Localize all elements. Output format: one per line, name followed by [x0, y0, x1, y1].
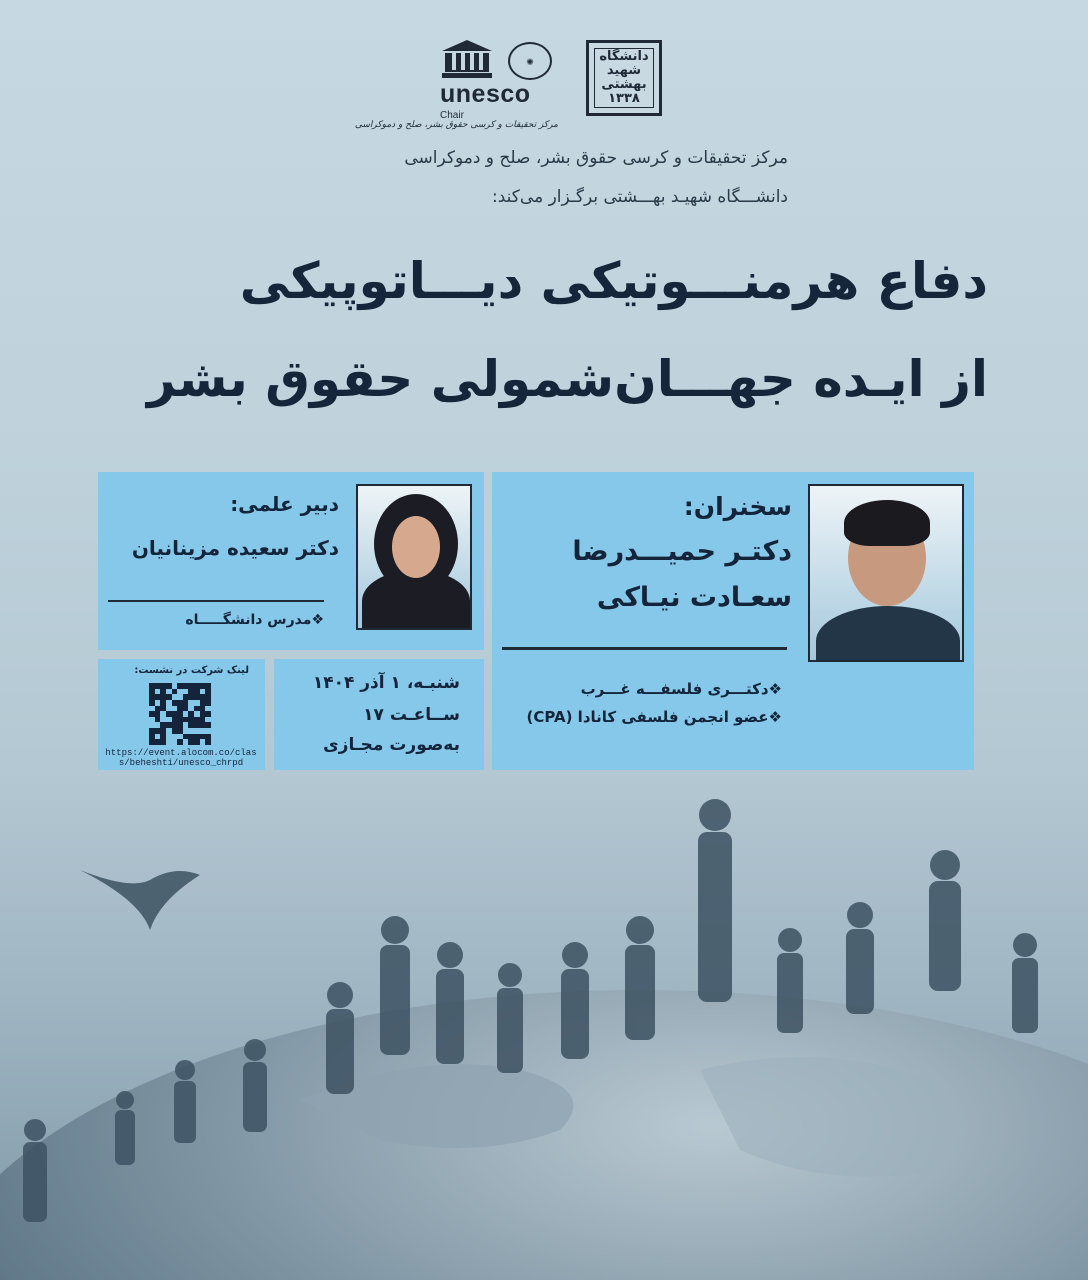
join-link-url[interactable]: https://event.alocom.co/class/beheshti/unesco_chrpd	[105, 748, 257, 768]
organizer-line-1: مرکز تحقیقات و کرسی حقوق بشر، صلح و دموکراسی	[404, 148, 788, 168]
join-link-card	[98, 659, 265, 770]
speaker-card	[492, 472, 974, 770]
organizer-line-2: دانشـــگاه شهیـد بهـــشتی برگـزار می‌کند:	[492, 187, 788, 207]
unesco-wordmark: unesco	[440, 80, 531, 108]
editor-photo	[356, 484, 472, 630]
event-date: شنبـه، ۱ آذر ۱۴۰۴	[312, 673, 460, 693]
event-mode: به‌صورت مجـازی	[323, 735, 460, 755]
divider	[108, 600, 324, 602]
qr-code-icon[interactable]	[149, 683, 211, 745]
join-link-label: لینک شرکت در نشست:	[134, 665, 249, 676]
speaker-credential-1: ❖دکتـــری فلسفـــه غـــرب	[580, 680, 782, 698]
speaker-name-line-2: سعـادت نیـاکی	[596, 582, 792, 613]
event-time: ســاعـت ۱۷	[363, 705, 460, 725]
editor-heading: دبیر علمی:	[230, 492, 339, 516]
event-datetime-card	[274, 659, 484, 770]
editor-name: دکتر سعیده مزینانیان	[131, 536, 339, 560]
event-title-line-1: دفاع هرمنـــوتیکی دیـــاتوپیکی	[239, 252, 988, 310]
unesco-subtitle: مرکز تحقیقات و کرسی حقوق بشر، صلح و دموکراسی	[354, 120, 558, 130]
sbu-university-logo	[586, 40, 662, 116]
editor-title: ❖مدرس دانشگـــــاه	[185, 612, 324, 628]
divider	[502, 647, 787, 650]
speaker-photo	[808, 484, 964, 662]
speaker-name-line-1: دکتـر حمیـــدرضا	[572, 536, 792, 567]
unesco-temple-icon	[442, 40, 492, 80]
sbu-emblem: دانشگاه شهید بهشتی ۱۳۳۸	[594, 48, 654, 108]
chair-emblem-icon: ✺	[508, 42, 552, 80]
speaker-heading: سخنران:	[683, 492, 792, 521]
unesco-chair-label: Chair	[440, 110, 464, 121]
event-title-line-2: از ایـده جهـــان‌شمولی حقوق بشر	[147, 350, 988, 408]
globe-crowd-illustration	[0, 770, 1088, 1280]
scientific-editor-card	[98, 472, 484, 650]
unesco-chair-logo	[354, 40, 558, 140]
speaker-credential-2: ❖عضو انجمن فلسفی کانادا (CPA)	[526, 708, 782, 726]
